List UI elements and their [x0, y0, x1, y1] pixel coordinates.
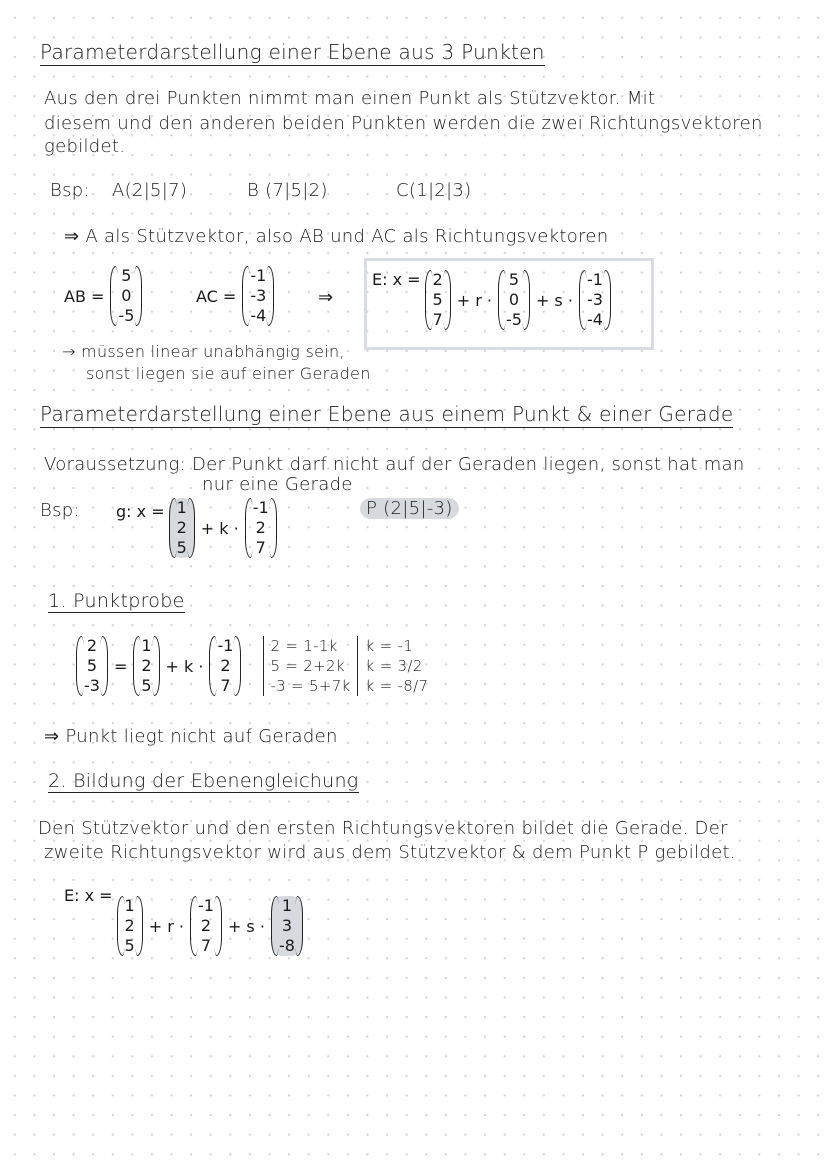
e-support-x: 1: [124, 896, 135, 915]
plane-direction-2: [579, 270, 611, 330]
final-s-label: + s ·: [227, 916, 265, 936]
intro-line-1: Aus den drei Punkten nimmt man einen Punkt als Stützvektor. Mit: [44, 88, 656, 109]
line-support-vector: [169, 498, 195, 558]
support-x: 2: [432, 270, 443, 289]
note-line-1: → müssen linear unabhängig sein,: [62, 342, 345, 361]
implication-text: ⇒ A als Stützvektor, also AB und AC als Richtungsvektoren: [64, 226, 609, 247]
k-result-1: k = -1: [365, 637, 414, 655]
tp-y: 5: [86, 656, 98, 675]
dir2-y: -3: [586, 290, 603, 309]
step1-title: 1. Punktprobe: [48, 590, 185, 612]
point-test-equation: [76, 636, 428, 696]
vector-ac-group: [196, 266, 274, 326]
r-label: + r ·: [456, 290, 492, 310]
dir1-z: -5: [505, 310, 522, 329]
e-support-z: 5: [124, 936, 135, 955]
line-equation: [116, 498, 277, 558]
test-k-label: + k ·: [165, 656, 204, 676]
explain-line-2: zweite Richtungsvektor wird aus dem Stützvektor & dem Punkt P gebildet.: [44, 842, 736, 863]
ts-y: 2: [141, 656, 152, 675]
vector-ac-y: -3: [250, 286, 267, 305]
vector-ab-group: [64, 266, 142, 326]
e-dir1-x: -1: [197, 896, 214, 915]
final-plane-label: E: x =: [64, 886, 113, 905]
tp-x: 2: [86, 636, 98, 655]
g-support-y: 2: [176, 518, 187, 537]
line-label: g: x =: [116, 502, 165, 521]
support-z: 7: [432, 310, 443, 329]
equals-sign: =: [113, 656, 128, 676]
point-p: P (2|5|-3): [360, 498, 459, 519]
vector-ac: [242, 266, 274, 326]
example-label: Bsp:: [50, 180, 90, 201]
support-y: 5: [432, 290, 443, 309]
vector-ab-label: AB =: [64, 286, 105, 306]
dir2-z: -4: [586, 310, 603, 329]
plane-direction-1: [498, 270, 530, 330]
g-dir-y: 2: [255, 518, 266, 537]
final-support-vector: [117, 896, 143, 956]
td-y: 2: [220, 656, 231, 675]
point-b: B (7|5|2): [247, 180, 328, 201]
point-a: A(2|5|7): [112, 180, 188, 201]
k-label: + k ·: [200, 518, 239, 538]
final-direction-2: [271, 896, 303, 956]
vector-ac-z: -4: [250, 306, 267, 325]
example-label-2: Bsp:: [40, 500, 80, 521]
test-point-vector: [76, 636, 108, 696]
section2-title: Parameterdarstellung einer Ebene aus einem Punkt & einer Gerade: [40, 402, 734, 426]
g-support-z: 5: [176, 538, 187, 557]
ts-x: 1: [141, 636, 152, 655]
e-dir1-y: 2: [200, 916, 212, 935]
dir1-y: 0: [508, 290, 520, 309]
vector-ac-label: AC =: [196, 286, 237, 306]
e-dir2-y: 3: [281, 916, 292, 935]
condition-line-2: nur eine Gerade: [202, 474, 353, 495]
section1-title: Parameterdarstellung einer Ebene aus 3 Punkten: [40, 40, 545, 64]
point-c: C(1|2|3): [396, 180, 472, 201]
intro-line-2: diesem und den anderen beiden Punkten werden die zwei Richtungsvektoren: [44, 113, 763, 134]
td-x: -1: [217, 636, 234, 655]
vector-ab-z: -5: [118, 306, 135, 325]
plane-equation: [372, 270, 611, 330]
g-dir-x: -1: [252, 498, 269, 517]
condition-line-1: Voraussetzung: Der Punkt darf nicht auf der Geraden liegen, sonst hat man: [44, 454, 745, 475]
final-direction-1: [190, 896, 222, 956]
dir2-x: -1: [586, 270, 603, 289]
vector-ac-x: -1: [250, 266, 267, 285]
final-plane-equation: [64, 886, 303, 956]
vector-ab: [110, 266, 142, 326]
final-r-label: + r ·: [148, 916, 184, 936]
e-dir2-x: 1: [281, 896, 292, 915]
g-support-x: 1: [176, 498, 187, 517]
step2-title: 2. Bildung der Ebenengleichung: [48, 770, 359, 792]
plane-label: E: x =: [372, 270, 421, 289]
test-direction-vector: [209, 636, 241, 696]
g-dir-z: 7: [255, 538, 266, 557]
intro-line-3: gebildet.: [44, 136, 126, 157]
system-row-1: 2 = 1-1k: [270, 637, 338, 655]
system-row-3: -3 = 5+7k: [270, 677, 351, 695]
dir1-x: 5: [508, 270, 520, 289]
explain-line-1: Den Stützvektor und den ersten Richtungsvektoren bildet die Gerade. Der: [38, 818, 728, 839]
vector-ab-x: 5: [121, 266, 132, 285]
td-z: 7: [220, 676, 231, 695]
tp-z: -3: [84, 676, 100, 695]
e-support-y: 2: [124, 916, 135, 935]
implies-arrow: ⇒: [318, 287, 334, 308]
vector-ab-y: 0: [121, 286, 132, 305]
conclusion-text: ⇒ Punkt liegt nicht auf Geraden: [44, 726, 338, 747]
test-support-vector: [133, 636, 159, 696]
e-dir2-z: -8: [278, 936, 295, 955]
s-label: + s ·: [535, 290, 573, 310]
k-result-3: k = -8/7: [365, 677, 429, 695]
note-line-2: sonst liegen sie auf einer Geraden: [86, 364, 371, 383]
system-row-2: 5 = 2+2k: [270, 657, 345, 675]
ts-z: 5: [141, 676, 152, 695]
e-dir1-z: 7: [200, 936, 212, 955]
k-result-2: k = 3/2: [365, 657, 423, 675]
line-direction-vector: [245, 498, 277, 558]
equation-system: [263, 636, 357, 696]
plane-support-vector: [425, 270, 451, 330]
k-results: [358, 636, 429, 696]
